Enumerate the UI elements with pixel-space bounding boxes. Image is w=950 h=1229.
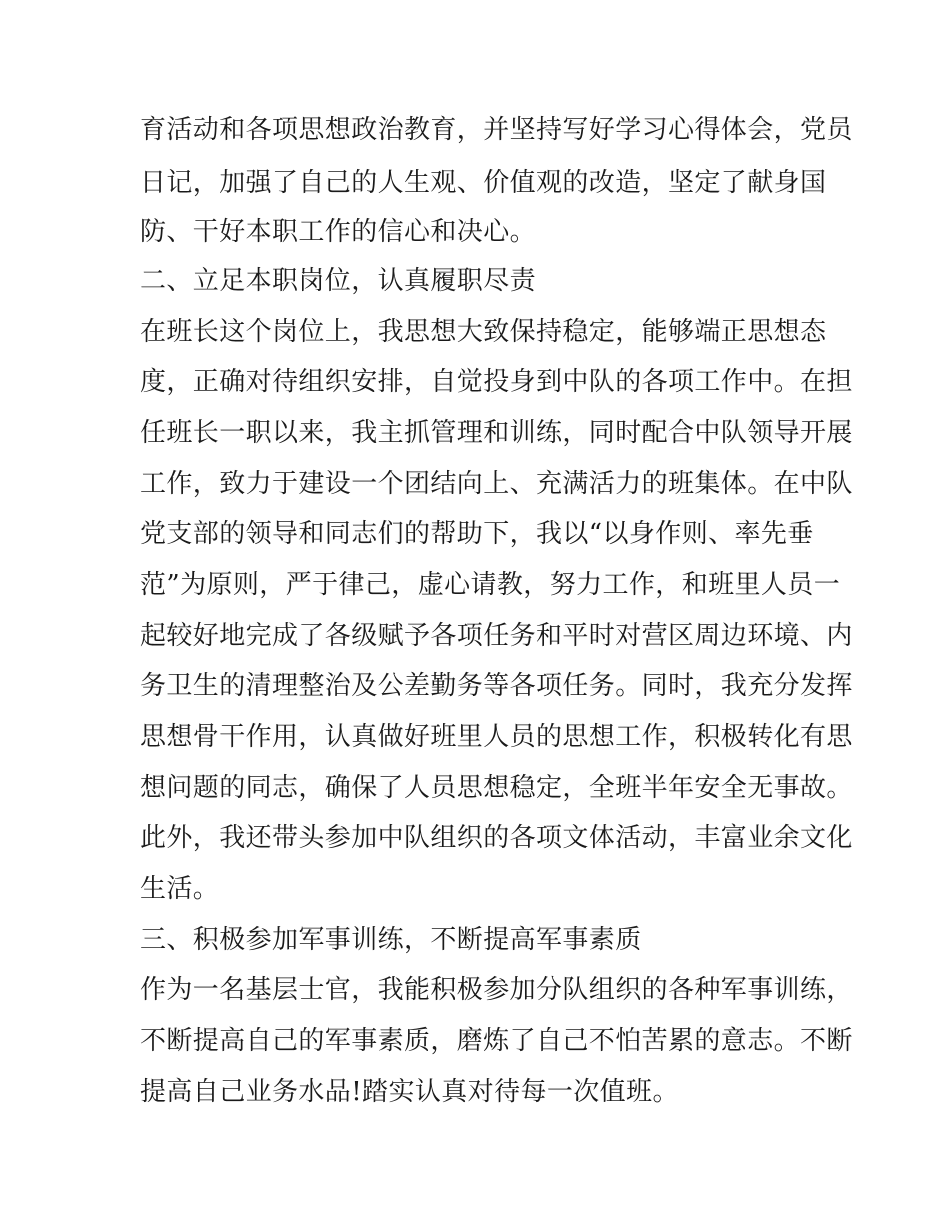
text-line: 党支部的领导和同志们的帮助下，我以“以身作则、率先垂 — [140, 519, 814, 549]
text-line: 此外，我还带头参加中队组织的各项文体活动，丰富业余文化 — [140, 823, 853, 853]
text-line: 在班长这个岗位上，我思想大致保持稳定，能够端正思想态 — [140, 317, 827, 347]
text-line: 想问题的同志，确保了人员思想稳定，全班半年安全无事故。 — [140, 773, 853, 803]
text-line: 防、干好本职工作的信心和决心。 — [140, 217, 537, 247]
text-line: 不断提高自己的军事素质，磨炼了自己不怕苦累的意志。不断 — [140, 1026, 853, 1056]
text-line: 范”为原则，严于律己，虚心请教，努力工作，和班里人员一 — [140, 570, 841, 600]
section-heading: 三、积极参加军事训练，不断提高军事素质 — [140, 925, 642, 955]
text-line: 思想骨干作用，认真做好班里人员的思想工作，积极转化有思 — [140, 722, 853, 752]
section-heading: 二、立足本职岗位，认真履职尽责 — [140, 266, 537, 296]
text-line: 提高自己业务水品!踏实认真对待每一次值班。 — [140, 1077, 679, 1107]
text-line: 起较好地完成了各级赋予各项任务和平时对营区周边环境、内 — [140, 621, 853, 651]
text-line: 作为一名基层士官，我能积极参加分队组织的各种军事训练， — [140, 975, 853, 1005]
text-line: 务卫生的清理整治及公差勤务等各项任务。同时，我充分发挥 — [140, 671, 853, 701]
text-line: 度，正确对待组织安排，自觉投身到中队的各项工作中。在担 — [140, 367, 853, 397]
text-line: 任班长一职以来，我主抓管理和训练，同时配合中队领导开展 — [140, 418, 853, 448]
text-line: 育活动和各项思想政治教育，并坚持写好学习心得体会，党员 — [140, 115, 853, 145]
text-line: 日记，加强了自己的人生观、价值观的改造，坚定了献身国 — [140, 168, 827, 198]
text-line: 生活。 — [140, 874, 220, 904]
text-line: 工作，致力于建设一个团结向上、充满活力的班集体。在中队 — [140, 469, 853, 499]
